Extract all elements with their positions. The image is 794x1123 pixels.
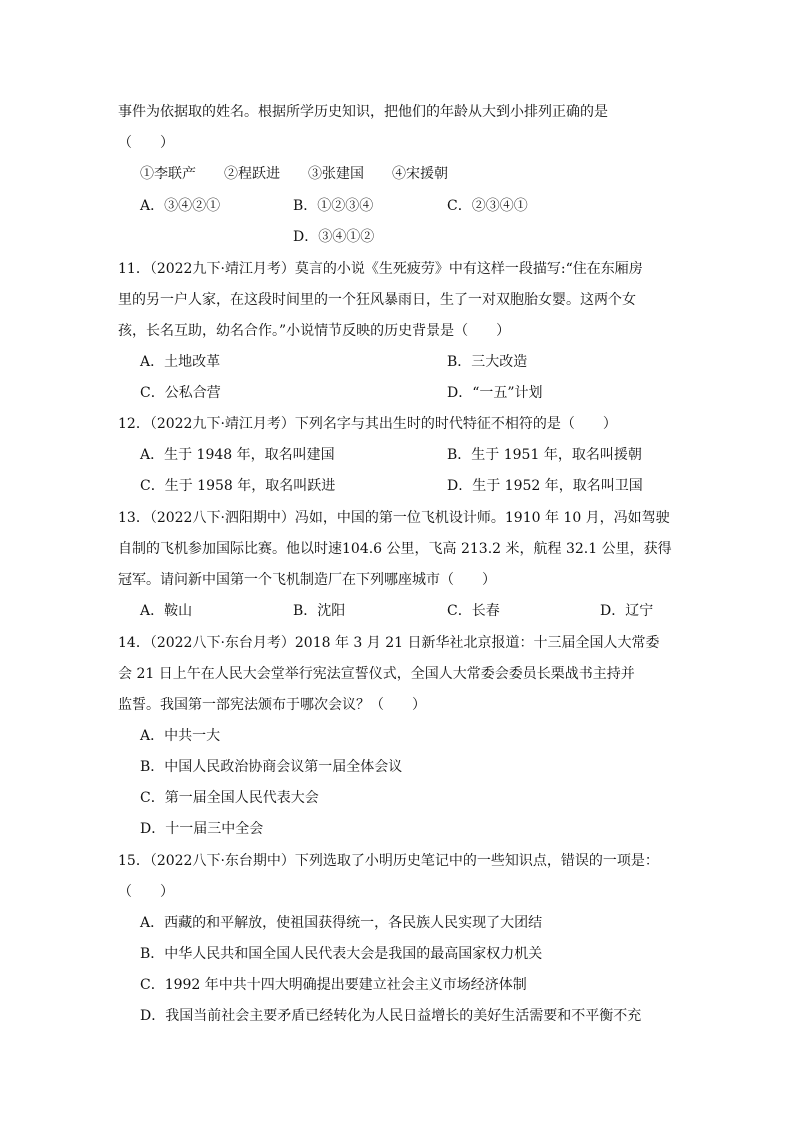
- q10-names-row: ①李联产 ②程跃进 ③张建国 ④宋援朝: [140, 166, 448, 182]
- q13-option-b: B．沈阳: [293, 603, 346, 619]
- q11-line-3: 孩，长名互助，幼名合作。”小说情节反映的历史背景是（ ）: [118, 323, 511, 339]
- q14-line-3: 监誓。我国第一部宪法颁布于哪次会议？（ ）: [118, 697, 426, 713]
- q15-option-b: B．中华人民共和国全国人民代表大会是我国的最高国家权力机关: [140, 946, 543, 962]
- q15-answer-blank: （ ）: [118, 884, 174, 900]
- q14-option-a: A．中共一大: [140, 728, 221, 744]
- q10-option-c: C．②③④①: [447, 198, 528, 214]
- q13-line-2: 自制的飞机参加国际比赛。他以时速104.6 公里，飞高 213.2 米，航程 32.1 公里，获得: [118, 541, 672, 557]
- q13-option-c: C．长春: [447, 603, 500, 619]
- q14-line-2: 会 21 日上午在人民大会堂举行宪法宣誓仪式，全国人大常委会委员长栗战书主持并: [118, 666, 635, 682]
- q11-line-2: 里的另一户人家，在这段时间里的一个狂风暴雨日，生了一对双胞胎女婴。这两个女: [118, 292, 636, 308]
- q13-line-3: 冠军。请问新中国第一个飞机制造厂在下列哪座城市（ ）: [118, 572, 496, 588]
- q12-option-b: B．生于 1951 年，取名叫援朝: [447, 447, 642, 463]
- q15-option-c: C．1992 年中共十四大明确提出要建立社会主义市场经济体制: [140, 977, 527, 993]
- q10-option-d: D．③④①②: [293, 229, 375, 245]
- q15-line-1: 15．（2022八下·东台期中）下列选取了小明历史笔记中的一些知识点，错误的一项是：: [118, 853, 659, 869]
- q14-option-d: D．十一届三中全会: [140, 821, 264, 837]
- q14-option-c: C．第一届全国人民代表大会: [140, 790, 319, 806]
- q10-answer-blank: （ ）: [118, 135, 174, 151]
- q10-stem-tail: 事件为依据取的姓名。根据所学历史知识，把他们的年龄从大到小排列正确的是: [118, 104, 608, 120]
- q12-option-d: D．生于 1952 年，取名叫卫国: [447, 478, 643, 494]
- q12-option-a: A．生于 1948 年，取名叫建国: [140, 447, 335, 463]
- q12-option-c: C．生于 1958 年，取名叫跃进: [140, 478, 336, 494]
- q13-line-1: 13．（2022八下·泗阳期中）冯如，中国的第一位飞机设计师。1910 年 10 月，冯如驾驶: [118, 510, 670, 526]
- q12-line-1: 12．（2022九下·靖江月考）下列名字与其出生时的时代特征不相符的是（ ）: [118, 416, 617, 432]
- q14-line-1: 14．（2022八下·东台月考）2018 年 3 月 21 日新华社北京报道：十三届全国人大常委: [118, 635, 660, 651]
- q13-option-d: D．辽宁: [600, 603, 654, 619]
- q11-option-b: B．三大改造: [447, 354, 528, 370]
- q11-line-1: 11．（2022九下·靖江月考）莫言的小说《生死疲劳》中有这样一段描写:“住在东厢房: [118, 261, 643, 277]
- q10-option-a: A．③④②①: [140, 198, 221, 214]
- q10-option-b: B．①②③④: [293, 198, 374, 214]
- q14-option-b: B．中国人民政治协商会议第一届全体会议: [140, 759, 403, 775]
- q11-option-c: C．公私合营: [140, 385, 221, 401]
- q13-option-a: A．鞍山: [140, 603, 193, 619]
- q11-option-d: D．“一五”计划: [447, 385, 543, 401]
- q11-option-a: A．土地改革: [140, 354, 221, 370]
- q15-option-d: D．我国当前社会主要矛盾已经转化为人民日益增长的美好生活需要和不平衡不充: [140, 1008, 642, 1024]
- q15-option-a: A．西藏的和平解放，使祖国获得统一，各民族人民实现了大团结: [140, 915, 543, 931]
